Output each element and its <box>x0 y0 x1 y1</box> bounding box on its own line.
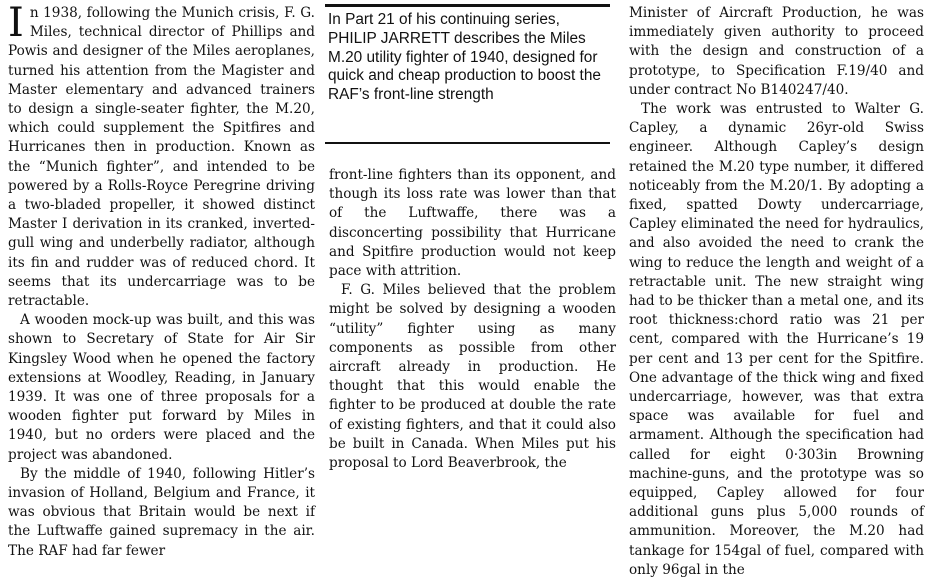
intro-standfirst: In Part 21 of his continuing series, PHILIP JARRETT describes the Miles M.20 utility fighter of 1940, designed for quick and cheap production to boost the RAF’s front-line strength <box>325 4 610 144</box>
paragraph-5: F. G. Miles believed that the problem might be solved by designing a wooden “utility” fighter using as many components as possible from other aircraft already in production. He thought that this would enable the fighter to be produced at double the rate of existing fighters, and that it could also be built in Canada. When Miles put his proposal to Lord Beaverbrook, the <box>329 282 616 472</box>
paragraph-4: front-line fighters than its opponent, and though its loss rate was lower than that of the Luftwaffe, there was a disconcerting possibility that Hurricane and Spitfire production would not keep pace with attrition. <box>329 167 616 280</box>
article-column-3 <box>629 4 924 580</box>
paragraph-6: Minister of Aircraft Production, he was immediately given authority to proceed with the design and construction of a prototype, to Specification F.19/40 and under contract No B140247/40. <box>629 5 924 98</box>
drop-cap: I <box>8 0 24 46</box>
paragraph-3: By the middle of 1940, following Hitler’s invasion of Holland, Belgium and France, it was obvious that Britain would be next if the Luftwaffe gained supremacy in the air. The RAF had far fewer <box>8 465 315 559</box>
article-column-2 <box>329 166 616 473</box>
paragraph-1-text: n 1938, following the Munich crisis, F. G. Miles, technical director of Phillips and Powis and designer of the Miles aeroplanes, turned his attention from the Magister and Master elementary and advanced trainers to design a single-seater fighter, the M.20, which could supplement the Spitfires and Hurricanes then in production. Known as the “Munich fighter”, and intended to be powered by a Rolls-Royce Peregrine driving a two-bladed propeller, it showed distinct Master I derivation in its cranked, inverted-gull wing and underbelly radiator, although its fin and rudder was of reduced chord. It seems that its undercarriage was to be retractable. <box>8 5 315 310</box>
paragraph-2: A wooden mock-up was built, and this was shown to Secretary of State for Air Sir Kingsley Wood when he opened the factory extensions at Woodley, Reading, in January 1939. It was one of three proposals for a wooden fighter put forward by Miles in 1940, but no orders were placed and the project was abandoned. <box>8 312 315 463</box>
paragraph-7: The work was entrusted to Walter G. Capley, a dynamic 26yr-old Swiss engineer. Although Capley’s design retained the M.20 type number, it differed noticeably from the M.20/1. By adopting a fixed, spatted Dowty undercarriage, Capley eliminated the need for hydraulics, and also avoided the need to crank the wing to reduce the length and weight of a retractable unit. The new straight wing had to be thicker than a metal one, and its root thickness:chord ratio was 21 per cent, compared with the Hurricane’s 19 per cent and 13 per cent for the Spitfire. One advantage of the thick wing and fixed undercarriage, however, was that extra space was available for fuel and armament. Although the specification had called for eight 0·303in Browning machine-guns, and the prototype was so equipped, Capley allowed for four additional guns plus 5,000 rounds of ammunition. Moreover, the M.20 had tankage for 154gal of fuel, compared with only 96gal in the <box>629 101 924 578</box>
paragraph-1 <box>8 0 315 311</box>
article-column-1 <box>8 0 315 561</box>
